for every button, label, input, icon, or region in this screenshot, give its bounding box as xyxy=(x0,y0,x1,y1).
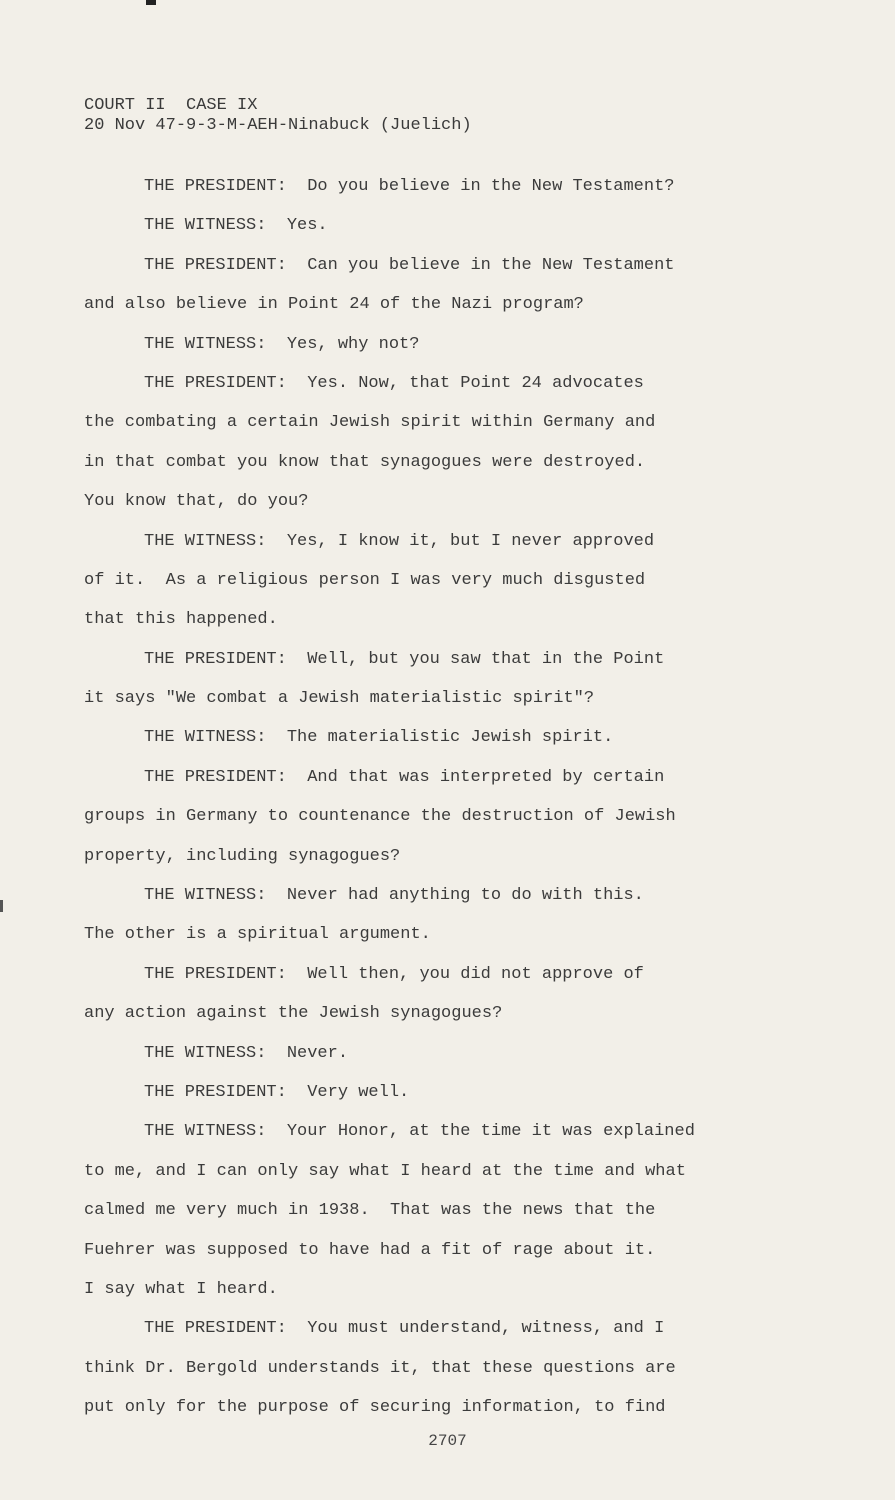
transcript-line: I say what I heard. xyxy=(84,1279,278,1299)
transcript-line: THE WITNESS: Never. xyxy=(144,1043,349,1063)
transcript-line: THE WITNESS: Yes. xyxy=(144,216,328,236)
transcript-line: THE WITNESS: Yes, I know it, but I never approved xyxy=(144,531,655,551)
header-court-case: COURT II CASE IX xyxy=(84,96,258,115)
transcript-line: THE PRESIDENT: Yes. Now, that Point 24 advocates xyxy=(144,373,644,393)
transcript-line: put only for the purpose of securing information, to find xyxy=(84,1398,666,1418)
transcript-line: it says "We combat a Jewish materialistic spirit"? xyxy=(84,689,595,709)
transcript-line: to me, and I can only say what I heard at the time and what xyxy=(84,1161,686,1181)
transcript-line: calmed me very much in 1938. That was the news that the xyxy=(84,1201,656,1221)
page-header xyxy=(84,96,472,136)
page-number: 2707 xyxy=(428,1432,467,1450)
transcript-line: THE PRESIDENT: Can you believe in the New Testament xyxy=(144,255,675,275)
transcript-line: of it. As a religious person I was very much disgusted xyxy=(84,570,646,590)
top-edge-mark xyxy=(146,0,156,5)
left-edge-mark xyxy=(0,900,3,912)
transcript-line: THE WITNESS: Never had anything to do with this. xyxy=(144,886,644,906)
transcript-line: in that combat you know that synagogues were destroyed. xyxy=(84,452,646,472)
transcript-line: that this happened. xyxy=(84,610,278,630)
transcript-line: THE PRESIDENT: Very well. xyxy=(144,1082,410,1102)
transcript-line: THE PRESIDENT: You must understand, witness, and I xyxy=(144,1319,665,1339)
transcript-line: THE PRESIDENT: And that was interpreted by certain xyxy=(144,767,665,787)
transcript-line: You know that, do you? xyxy=(84,492,309,512)
transcript-line: THE PRESIDENT: Well then, you did not approve of xyxy=(144,964,644,984)
transcript-line: THE PRESIDENT: Well, but you saw that in the Point xyxy=(144,649,665,669)
header-date-reference: 20 Nov 47-9-3-M-AEH-Ninabuck (Juelich) xyxy=(84,116,472,135)
transcript-line: any action against the Jewish synagogues? xyxy=(84,1004,503,1024)
transcript-body xyxy=(84,167,784,1428)
transcript-line: THE WITNESS: Your Honor, at the time it was explained xyxy=(144,1122,695,1142)
transcript-line: THE WITNESS: The materialistic Jewish spirit. xyxy=(144,728,614,748)
transcript-line: groups in Germany to countenance the destruction of Jewish xyxy=(84,807,676,827)
transcript-line: The other is a spiritual argument. xyxy=(84,925,431,945)
transcript-line: THE PRESIDENT: Do you believe in the New Testament? xyxy=(144,177,675,196)
transcript-line: Fuehrer was supposed to have had a fit of rage about it. xyxy=(84,1240,656,1260)
transcript-line: THE WITNESS: Yes, why not? xyxy=(144,334,420,354)
transcript-line: the combating a certain Jewish spirit within Germany and xyxy=(84,413,656,433)
transcript-line: property, including synagogues? xyxy=(84,846,401,866)
transcript-line: and also believe in Point 24 of the Nazi program? xyxy=(84,295,584,315)
transcript-line: think Dr. Bergold understands it, that these questions are xyxy=(84,1358,676,1378)
